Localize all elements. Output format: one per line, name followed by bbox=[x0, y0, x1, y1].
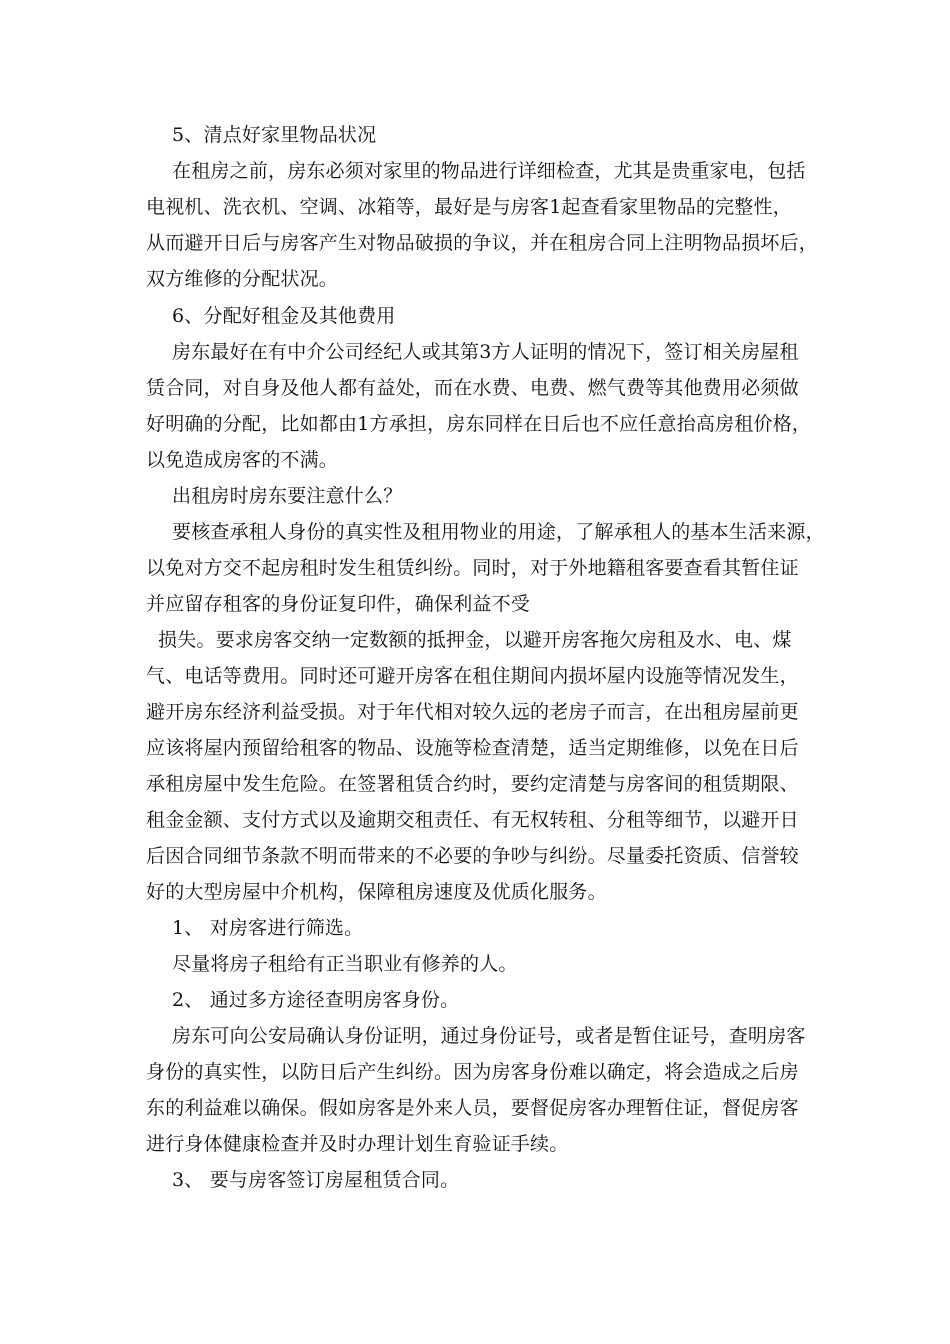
list-item-3: 3、 要与房客签订房屋租赁合同。 bbox=[172, 1169, 460, 1191]
paragraph-line: 身份的真实性，以防日后产生纠纷。因为房客身份难以确定，将会造成之后房 bbox=[146, 1061, 799, 1083]
paragraph-line: 以免造成房客的不满。 bbox=[146, 449, 339, 471]
heading-6: 6、分配好租金及其他费用 bbox=[172, 305, 396, 327]
paragraph-line: 从而避开日后与房客产生对物品破损的争议，并在租房合同上注明物品损坏后， bbox=[146, 232, 819, 254]
paragraph-line: 气、电话等费用。同时还可避开房客在租住期间内损坏屋内设施等情况发生， bbox=[146, 665, 799, 687]
paragraph-line: 电视机、洗衣机、空调、冰箱等，最好是与房客1起查看家里物品的完整性， bbox=[146, 196, 792, 218]
paragraph-line: 赁合同，对自身及他人都有益处，而在水费、电费、燃气费等其他费用必须做 bbox=[146, 377, 799, 399]
paragraph-line: 在租房之前，房东必须对家里的物品进行详细检查，尤其是贵重家电，包括 bbox=[172, 160, 806, 182]
paragraph-line: 承租房屋中发生危险。在签署租赁合约时，要约定清楚与房客间的租赁期限、 bbox=[146, 773, 799, 795]
paragraph-line: 避开房东经济利益受损。对于年代相对较久远的老房子而言，在出租房屋前更 bbox=[146, 701, 799, 723]
paragraph-line: 房东最好在有中介公司经纪人或其第3方人证明的情况下，签订相关房屋租 bbox=[172, 341, 799, 363]
paragraph-line: 并应留存租客的身份证复印件，确保利益不受 bbox=[146, 593, 531, 615]
paragraph-line: 好的大型房屋中介机构，保障租房速度及优质化服务。 bbox=[146, 881, 607, 903]
paragraph-line: 后因合同细节条款不明而带来的不必要的争吵与纠纷。尽量委托资质、信誉较 bbox=[146, 845, 799, 867]
heading-5: 5、清点好家里物品状况 bbox=[172, 124, 377, 146]
paragraph-line: 尽量将房子租给有正当职业有修养的人。 bbox=[172, 953, 518, 975]
paragraph-line: 东的利益难以确保。假如房客是外来人员，要督促房客办理暂住证，督促房客 bbox=[146, 1097, 799, 1119]
paragraph-line: 租金金额、支付方式以及逾期交租责任、有无权转租、分租等细节，以避开日 bbox=[146, 809, 799, 831]
paragraph-line: 房东可向公安局确认身份证明，通过身份证号，或者是暂住证号，查明房客 bbox=[172, 1025, 806, 1047]
paragraph-line: 双方维修的分配状况。 bbox=[146, 268, 339, 290]
list-item-2: 2、 通过多方途径查明房客身份。 bbox=[172, 989, 460, 1011]
paragraph-line: 要核查承租人身份的真实性及租用物业的用途，了解承租人的基本生活来源， bbox=[172, 521, 825, 543]
paragraph-line: 好明确的分配，比如都由1方承担，房东同样在日后也不应任意抬高房租价格， bbox=[146, 413, 812, 435]
paragraph-line: 应该将屋内预留给租客的物品、设施等检查清楚，适当定期维修，以免在日后 bbox=[146, 737, 799, 759]
paragraph-line: 以免对方交不起房租时发生租赁纠纷。同时，对于外地籍租客要查看其暂住证 bbox=[146, 557, 799, 579]
section-question: 出租房时房东要注意什么？ bbox=[172, 485, 403, 507]
paragraph-line: 损失。要求房客交纳一定数额的抵押金，以避开房客拖欠房租及水、电、煤 bbox=[158, 629, 792, 651]
list-item-1: 1、 对房客进行筛选。 bbox=[172, 917, 364, 939]
paragraph-line: 进行身体健康检查并及时办理计划生育验证手续。 bbox=[146, 1133, 569, 1155]
